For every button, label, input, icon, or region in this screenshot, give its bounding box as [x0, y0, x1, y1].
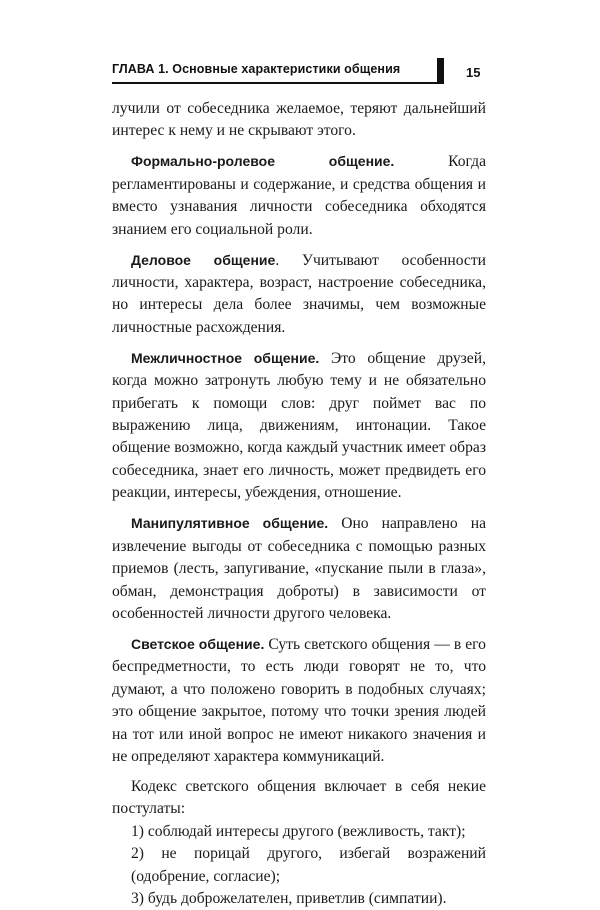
- paragraph-business: [112, 249, 486, 340]
- paragraph-text: Оно направлено на извлечение выгоды от собеседника с помощью разных приемов (лесть, запугивание, «пускание пыли в глаза», обман, демонстрация доброты) в зависимости от особенностей личности другого человека.: [112, 515, 486, 622]
- term-interpersonal: Межличностное общение.: [131, 349, 320, 366]
- term-formal-role: Формально-ролевое общение.: [131, 153, 395, 170]
- paragraph-interpersonal: [112, 347, 486, 505]
- header-marker-bar: [437, 58, 444, 84]
- paragraph-text: Когда регламентированы и содержание, и средства общения и вместо узнавания личности собеседника обходятся знанием его социальной роли.: [112, 153, 487, 238]
- paragraph-code: Кодекс светского общения включает в себя некие постулаты:: [112, 777, 486, 818]
- term-social: Светское общение.: [131, 635, 265, 652]
- paragraph-formal-role: [112, 150, 486, 241]
- list-item: 3) будь доброжелателен, приветлив (симпатии).: [131, 889, 447, 907]
- chapter-title: ГЛАВА 1. Основные характеристики общения: [112, 62, 401, 76]
- running-header: [112, 60, 444, 84]
- paragraph-social: [112, 633, 486, 768]
- paragraph-text: Суть светского общения — в его беспредметности, то есть люди говорят не то, что думают, а что положено говорить в подобных случаях; это общение закрытое, потому что точки зрения людей на тот или иной вопрос не имеют никакого значения и не определяют характера коммуникаций.: [112, 635, 486, 765]
- list-item: 1) соблюдай интересы другого (вежливость, такт);: [131, 822, 466, 840]
- paragraph-text: . Учитывают особенности личности, характера, возраст, настроение собеседника, но интересы дела более значимы, чем возможные личностные расхождения.: [112, 251, 486, 336]
- page-number: 15: [466, 65, 481, 80]
- term-business: Деловое общение: [131, 251, 276, 268]
- list-item: 2) не порицай другого, избегай возражений (одобрение, согласие);: [131, 845, 486, 885]
- paragraph-manipulative: [112, 512, 486, 625]
- term-manipulative: Манипулятивное общение.: [131, 515, 329, 532]
- paragraph-text: Это общение друзей, когда можно затронуть любую тему и не обязательно прибегать к помощи слов: друг поймет вас по выражению лица, движениям, интонации. Такое общение возможно, когда каждый участник имеет образ собеседника, знает его личность, может предвидеть его реакции, интересы, убеждения, отношение.: [112, 349, 486, 502]
- body-text: [112, 98, 486, 910]
- paragraph-continuation: лучили от собеседника желаемое, теряют дальнейший интерес к нему и не скрывают этого.: [112, 100, 486, 140]
